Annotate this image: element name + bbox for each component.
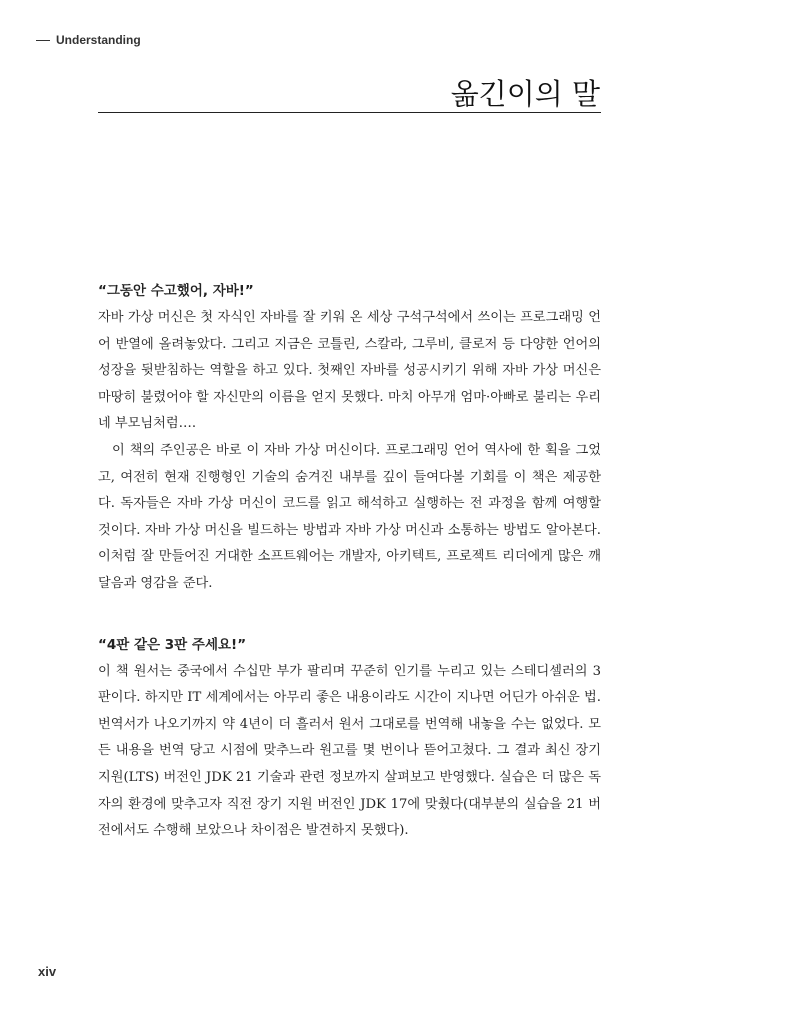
- paragraph: 이 책 원서는 중국에서 수십만 부가 팔리며 꾸준히 인기를 누리고 있는 스테디셀러의 3판이다. 하지만 IT 세계에서는 아무리 좋은 내용이라도 시간이 지나면 어딘가 아쉬운 법. 번역서가 나오기까지 약 4년이 더 흘러서 원서 그대로를 번역해 내놓을 수는 없었다. 모든 내용을 번역 당고 시점에 맞추느라 원고를 몇 번이나 뜯어고쳤다. 그 결과 최신 장기 지원(LTS) 버전인 JDK 21 기술과 관련 정보까지 살펴보고 반영했다. 실습은 더 많은 독자의 환경에 맞추고자 직전 장기 지원 버전인 JDK 17에 맞췄다(대부분의 실습을 21 버전에서도 수행해 보았으나 차이점은 발견하지 못했다).: [98, 663, 601, 839]
- section-1: [98, 280, 601, 598]
- section-heading: “그동안 수고했어, 자바!”: [98, 283, 254, 299]
- chapter-title: 옮긴이의 말: [450, 77, 600, 111]
- section-gap: [98, 598, 601, 634]
- page-number: xiv: [38, 964, 57, 979]
- paragraph: 이 책의 주인공은 바로 이 자바 가상 머신이다. 프로그래밍 언어 역사에 한 획을 그었고, 여전히 현재 진행형인 기술의 숨겨진 내부를 깊이 들여다볼 기회를 이 책은 제공한다. 독자들은 자바 가상 머신이 코드를 읽고 해석하고 실행하는 전 과정을 함께 여행할 것이다. 자바 가상 머신을 빌드하는 방법과 자바 가상 머신과 소통하는 방법도 알아본다. 이처럼 잘 만들어진 거대한 소프트웨어는 개발자, 아키텍트, 프로젝트 리더에게 많은 깨달음과 영감을 준다.: [98, 442, 601, 591]
- title-rule: [98, 112, 601, 113]
- running-title: Understanding: [56, 33, 141, 47]
- paragraph: 자바 가상 머신은 첫 자식인 자바를 잘 키워 온 세상 구석구석에서 쓰이는 프로그래밍 언어 반열에 올려놓았다. 그리고 지금은 코틀린, 스칼라, 그루비, 클로저 등 다양한 언어의 성장을 뒷받침하는 역할을 하고 있다. 첫째인 자바를 성공시키기 위해 자바 가상 머신은 마땅히 불렸어야 할 자신만의 이름을 얻지 못했다. 마치 아무개 엄마·아빠로 불리는 우리네 부모님처럼….: [98, 310, 601, 432]
- header-dash: [36, 40, 50, 41]
- body-text: [98, 280, 601, 845]
- section-2: [98, 634, 601, 845]
- running-header: [36, 33, 141, 47]
- section-heading: “4판 같은 3판 주세요!”: [98, 636, 247, 653]
